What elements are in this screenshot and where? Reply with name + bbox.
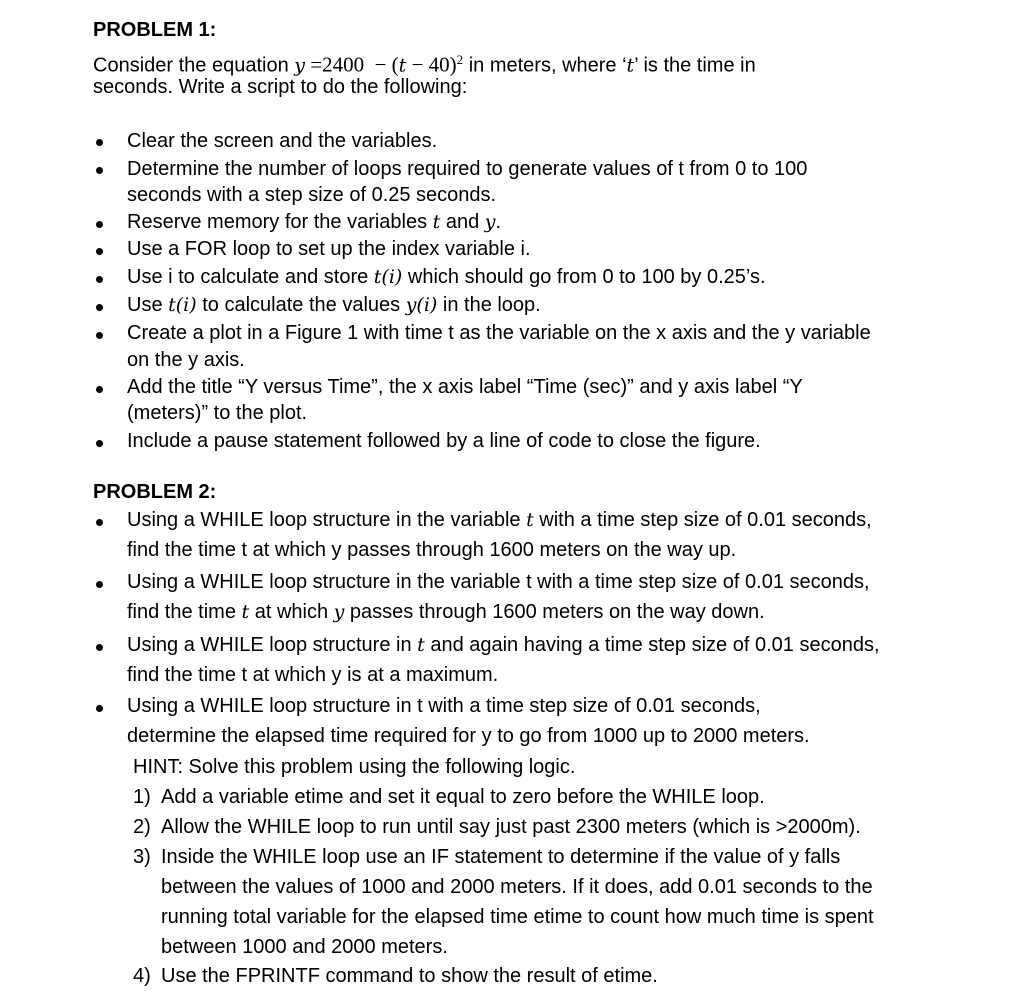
- bullet-icon: [96, 248, 103, 255]
- p1-bullet-5: [127, 265, 766, 289]
- step-3-text-4: between 1000 and 2000 meters.: [161, 936, 448, 958]
- math-t-i: t(i): [373, 266, 403, 288]
- text: with a time step size of 0.01 seconds,: [533, 509, 872, 531]
- step-3-text-1: Inside the WHILE loop use an IF statement to determine if the value of y falls: [161, 846, 841, 868]
- p1-bullet-4: Use a FOR loop to set up the index variable i.: [127, 238, 531, 260]
- text: to calculate the values: [196, 294, 406, 316]
- math-y: y: [333, 601, 345, 623]
- math-y: y: [294, 54, 305, 77]
- p2-bullet-2a: Using a WHILE loop structure in the variable t with a time step size of 0.01 seconds,: [127, 571, 870, 593]
- math-t: t: [241, 601, 250, 623]
- text: in the loop.: [437, 294, 541, 316]
- step-4-number: 4): [133, 965, 151, 987]
- text: and again having a time step size of 0.01 seconds,: [424, 634, 880, 656]
- p1-bullet-2a: Determine the number of loops required to generate values of t from 0 to 100: [127, 158, 808, 180]
- math-y-i: y(i): [405, 294, 438, 316]
- p1-bullet-8a: Add the title “Y versus Time”, the x axis label “Time (sec)” and y axis label “Y: [127, 376, 803, 398]
- bullet-icon: [96, 644, 103, 651]
- step-4-text: Use the FPRINTF command to show the result of etime.: [161, 965, 658, 987]
- text: Using a WHILE loop structure in the variable: [127, 509, 527, 531]
- text: at which: [249, 601, 334, 623]
- step-1-number: 1): [133, 786, 151, 808]
- text: .: [495, 211, 502, 233]
- step-1-text: Add a variable etime and set it equal to zero before the WHILE loop.: [161, 786, 765, 808]
- text: Use: [127, 294, 169, 316]
- p1-bullet-7a: Create a plot in a Figure 1 with time t as the variable on the x axis and the y variable: [127, 322, 871, 344]
- bullet-icon: [96, 221, 103, 228]
- bullet-icon: [96, 139, 103, 146]
- p1-bullet-9: Include a pause statement followed by a line of code to close the figure.: [127, 430, 761, 452]
- bullet-icon: [96, 332, 103, 339]
- p1-bullet-3: [127, 210, 501, 234]
- p1-bullet-2b: seconds with a step size of 0.25 seconds.: [127, 184, 497, 206]
- math-minus: − (: [364, 52, 399, 77]
- text: Using a WHILE loop structure in: [127, 634, 418, 656]
- text: passes through 1600 meters on the way down.: [344, 601, 765, 623]
- p1-bullet-6: [127, 293, 541, 317]
- text: which should go from 0 to 100 by 0.25’s.: [402, 266, 766, 288]
- math-t: t: [526, 509, 534, 531]
- step-3-text-3: running total variable for the elapsed time etime to count how much time is spent: [161, 906, 874, 928]
- text: and: [440, 211, 485, 233]
- math-const: 2400: [322, 52, 365, 77]
- text: Use i to calculate and store: [127, 266, 374, 288]
- math-rest: − 40): [406, 52, 457, 77]
- bullet-icon: [96, 581, 103, 588]
- p1-bullet-1: Clear the screen and the variables.: [127, 130, 438, 152]
- problem-1-intro-line-1: [93, 48, 756, 78]
- p2-bullet-3a: [127, 633, 880, 657]
- p1-bullet-7b: on the y axis.: [127, 349, 245, 371]
- p2-bullet-4b: determine the elapsed time required for y to go from 1000 up to 2000 meters.: [127, 725, 810, 747]
- p2-bullet-1b: find the time t at which y passes through 1600 meters on the way up.: [127, 539, 737, 561]
- step-3-text-2: between the values of 1000 and 2000 meters. If it does, add 0.01 seconds to the: [161, 876, 873, 898]
- bullet-icon: [96, 276, 103, 283]
- bullet-icon: [96, 705, 103, 712]
- p2-bullet-3b: find the time t at which y is at a maximum.: [127, 664, 499, 686]
- bullet-icon: [96, 304, 103, 311]
- hint-text: HINT: Solve this problem using the following logic.: [133, 756, 576, 778]
- math-y: y: [484, 211, 496, 233]
- text: in meters, where ‘: [463, 54, 627, 77]
- p2-bullet-4a: Using a WHILE loop structure in t with a time step size of 0.01 seconds,: [127, 695, 761, 717]
- math-t: t: [398, 54, 407, 77]
- text: find the time: [127, 601, 242, 623]
- math-exponent: 2: [456, 52, 464, 67]
- step-3-number: 3): [133, 846, 151, 868]
- bullet-icon: [96, 519, 103, 526]
- math-t-i: t(i): [168, 294, 197, 316]
- step-2-text: Allow the WHILE loop to run until say just past 2300 meters (which is >2000m).: [161, 816, 861, 838]
- text: ’ is the time in: [634, 54, 756, 77]
- problem-2-heading: PROBLEM 2:: [93, 481, 217, 503]
- math-t: t: [417, 634, 425, 656]
- p1-bullet-8b: (meters)” to the plot.: [127, 402, 308, 424]
- step-2-number: 2): [133, 816, 151, 838]
- math-t: t: [432, 211, 441, 233]
- bullet-icon: [96, 386, 103, 393]
- math-eq: =: [304, 52, 323, 77]
- math-t: t: [626, 54, 635, 77]
- bullet-icon: [96, 440, 103, 447]
- problem-1-intro-line-2: seconds. Write a script to do the following:: [93, 76, 468, 98]
- p2-bullet-1a: [127, 508, 872, 532]
- text: Consider the equation: [93, 54, 295, 77]
- bullet-icon: [96, 167, 103, 174]
- text: Reserve memory for the variables: [127, 211, 433, 233]
- p2-bullet-2b: [127, 600, 765, 624]
- problem-1-heading: PROBLEM 1:: [93, 19, 217, 41]
